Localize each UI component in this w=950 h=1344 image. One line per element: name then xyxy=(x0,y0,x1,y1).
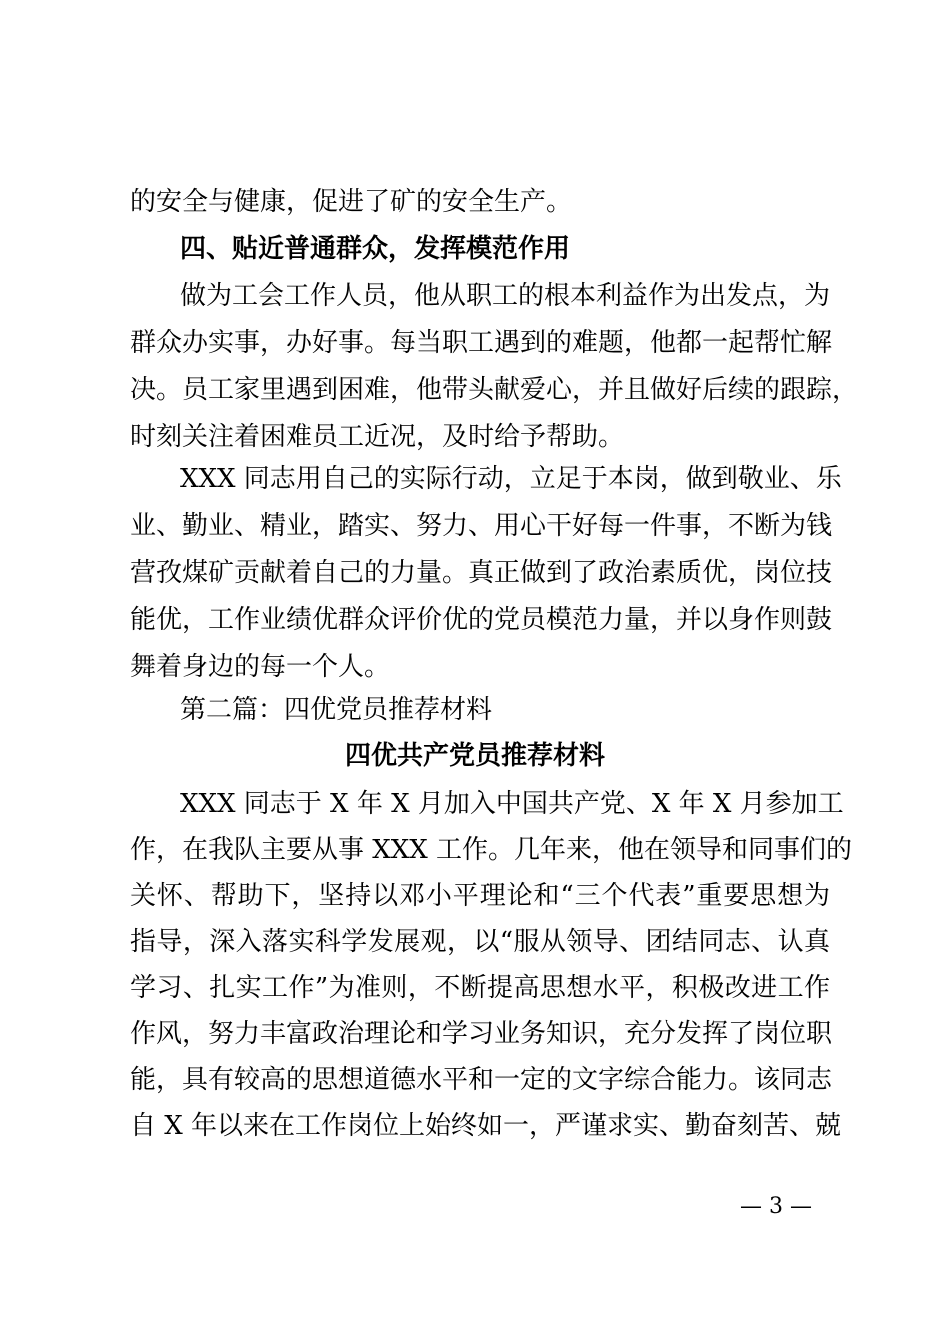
body-text-line: 业、勤业、精业，踏实、努力、用心干好每一件事，不断为钱 xyxy=(130,511,833,541)
body-text-line: 自 X 年以来在工作岗位上始终如一，严谨求实、勤奋刻苦、兢 xyxy=(130,1111,842,1141)
body-text-line: 的安全与健康，促进了矿的安全生产。 xyxy=(130,187,573,217)
body-text-line: 作风，努力丰富政治理论和学习业务知识，充分发挥了岗位职 xyxy=(130,1019,833,1049)
body-text-line: 决。员工家里遇到困难，他带头献爱心，并且做好后续的跟踪， xyxy=(130,375,859,405)
page-number: — 3 — xyxy=(740,1194,812,1219)
chapter-label: 第二篇：四优党员推荐材料 xyxy=(180,695,493,725)
body-text-line: 做为工会工作人员，他从职工的根本利益作为出发点，为 xyxy=(180,281,831,311)
body-text-line: 指导，深入落实科学发展观，以“服从领导、团结同志、认真 xyxy=(130,927,830,957)
body-text-line: 时刻关注着困难员工近况，及时给予帮助。 xyxy=(130,422,625,452)
body-text-line: XXX 同志于 X 年 X 月加入中国共产党、X 年 X 月参加工 xyxy=(180,789,844,819)
body-text-line: XXX 同志用自己的实际行动，立足于本岗，做到敬业、乐 xyxy=(180,464,842,494)
body-text-line: 群众办实事，办好事。每当职工遇到的难题，他都一起帮忙解 xyxy=(130,328,833,358)
body-text-line: 能优，工作业绩优群众评价优的党员模范力量，并以身作则鼓 xyxy=(130,605,833,635)
body-text-line: 学习、扎实工作”为准则，不断提高思想水平，积极改进工作 xyxy=(130,973,830,1003)
body-text-line: 关怀、帮助下，坚持以邓小平理论和“三个代表”重要思想为 xyxy=(130,881,830,911)
body-text-line: 舞着身边的每一个人。 xyxy=(130,652,391,682)
body-text-line: 能，具有较高的思想道德水平和一定的文字综合能力。该同志 xyxy=(130,1065,833,1095)
body-text-line: 作，在我队主要从事 XXX 工作。几年来，他在领导和同事们的 xyxy=(130,835,853,865)
body-text-line: 营孜煤矿贡献着自己的力量。真正做到了政治素质优，岗位技 xyxy=(130,558,833,588)
section-heading: 四、贴近普通群众，发挥模范作用 xyxy=(180,234,571,264)
document-title: 四优共产党员推荐材料 xyxy=(344,741,605,771)
